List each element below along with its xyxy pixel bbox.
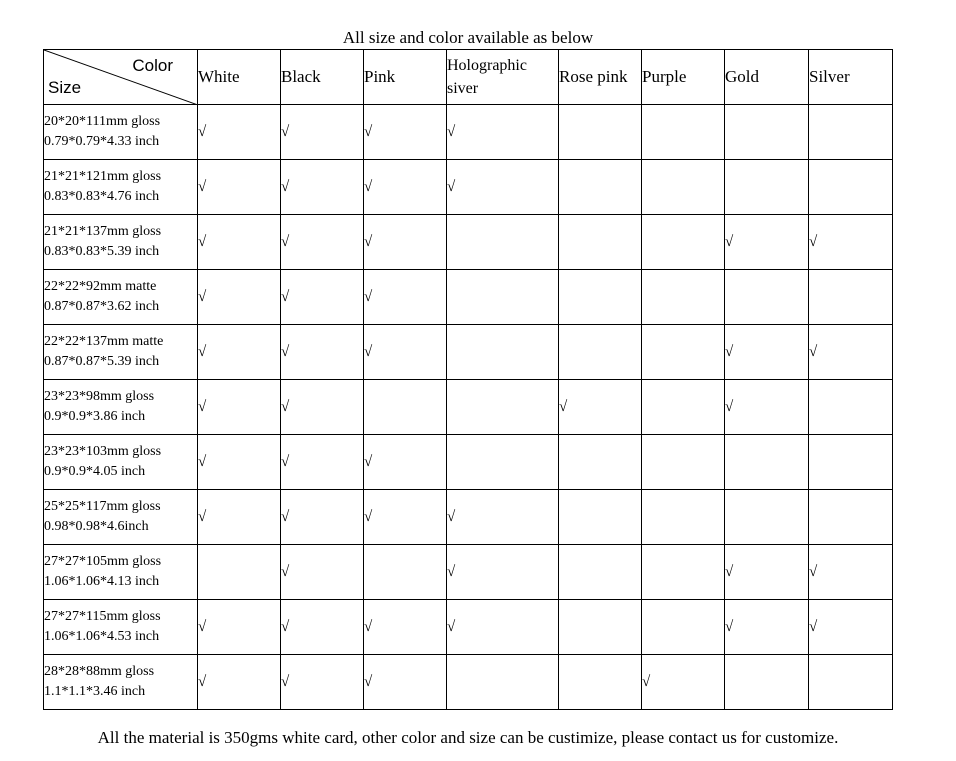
availability-cell-purple	[642, 600, 725, 655]
availability-cell-gold	[725, 435, 809, 490]
column-header-holographic-line1: Holographic	[447, 57, 527, 74]
availability-cell-silver	[809, 380, 893, 435]
check-mark: √	[447, 508, 456, 525]
availability-cell-rose-pink	[559, 600, 642, 655]
table-row	[44, 545, 893, 600]
check-mark: √	[281, 178, 290, 195]
check-mark: √	[725, 563, 734, 580]
size-inch: 0.83*0.83*4.76 inch	[44, 189, 160, 204]
availability-cell-purple	[642, 215, 725, 270]
availability-cell-gold	[725, 215, 809, 270]
check-mark: √	[364, 123, 373, 140]
size-cell	[44, 655, 198, 710]
availability-cell-purple	[642, 160, 725, 215]
size-inch: 1.06*1.06*4.53 inch	[44, 629, 160, 644]
size-inch: 1.1*1.1*3.46 inch	[44, 684, 146, 699]
availability-cell-gold	[725, 380, 809, 435]
size-inch: 0.9*0.9*4.05 inch	[44, 464, 146, 479]
availability-cell-pink	[364, 490, 447, 545]
availability-cell-gold	[725, 160, 809, 215]
availability-cell-pink	[364, 160, 447, 215]
availability-cell-pink	[364, 545, 447, 600]
availability-cell-holographic	[447, 435, 559, 490]
size-inch: 0.98*0.98*4.6inch	[44, 519, 149, 534]
table-body	[44, 105, 893, 710]
availability-cell-black	[281, 490, 364, 545]
availability-cell-black	[281, 270, 364, 325]
availability-cell-white	[198, 435, 281, 490]
check-mark: √	[198, 233, 207, 250]
table-row	[44, 215, 893, 270]
availability-cell-purple	[642, 490, 725, 545]
check-mark: √	[198, 123, 207, 140]
check-mark: √	[642, 673, 651, 690]
size-inch: 1.06*1.06*4.13 inch	[44, 574, 160, 589]
check-mark: √	[198, 453, 207, 470]
size-metric: 22*22*92mm matte	[44, 279, 157, 294]
column-header-pink: Pink	[364, 50, 447, 105]
check-mark: √	[364, 453, 373, 470]
size-cell	[44, 325, 198, 380]
size-metric: 21*21*121mm gloss	[44, 169, 162, 184]
availability-cell-black	[281, 600, 364, 655]
size-cell	[44, 435, 198, 490]
check-mark: √	[364, 618, 373, 635]
availability-cell-black	[281, 380, 364, 435]
size-metric: 23*23*103mm gloss	[44, 444, 162, 459]
size-metric: 20*20*111mm gloss	[44, 114, 161, 129]
table-row	[44, 600, 893, 655]
availability-cell-white	[198, 655, 281, 710]
availability-cell-rose-pink	[559, 380, 642, 435]
size-metric: 27*27*115mm gloss	[44, 609, 161, 624]
availability-cell-holographic	[447, 490, 559, 545]
column-header-holographic	[447, 50, 559, 105]
availability-cell-purple	[642, 325, 725, 380]
check-mark: √	[198, 398, 207, 415]
check-mark: √	[725, 233, 734, 250]
check-mark: √	[198, 618, 207, 635]
column-header-purple: Purple	[642, 50, 725, 105]
availability-cell-pink	[364, 655, 447, 710]
availability-cell-silver	[809, 545, 893, 600]
availability-cell-gold	[725, 600, 809, 655]
availability-cell-white	[198, 270, 281, 325]
availability-cell-gold	[725, 545, 809, 600]
check-mark: √	[364, 233, 373, 250]
check-mark: √	[198, 288, 207, 305]
availability-cell-gold	[725, 270, 809, 325]
header-row	[44, 50, 893, 105]
size-cell	[44, 160, 198, 215]
availability-cell-silver	[809, 600, 893, 655]
availability-cell-holographic	[447, 380, 559, 435]
availability-cell-holographic	[447, 600, 559, 655]
size-cell	[44, 380, 198, 435]
availability-cell-pink	[364, 380, 447, 435]
availability-cell-silver	[809, 325, 893, 380]
table-row	[44, 380, 893, 435]
availability-cell-rose-pink	[559, 435, 642, 490]
availability-cell-white	[198, 325, 281, 380]
column-header-gold: Gold	[725, 50, 809, 105]
availability-cell-silver	[809, 490, 893, 545]
availability-cell-holographic	[447, 270, 559, 325]
availability-cell-gold	[725, 325, 809, 380]
table-row	[44, 655, 893, 710]
availability-cell-silver	[809, 215, 893, 270]
column-header-rose-pink: Rose pink	[559, 50, 642, 105]
availability-cell-pink	[364, 105, 447, 160]
size-cell	[44, 600, 198, 655]
check-mark: √	[281, 673, 290, 690]
table-row	[44, 270, 893, 325]
availability-cell-rose-pink	[559, 160, 642, 215]
check-mark: √	[364, 508, 373, 525]
table-row	[44, 160, 893, 215]
size-inch: 0.87*0.87*3.62 inch	[44, 299, 160, 314]
availability-cell-rose-pink	[559, 490, 642, 545]
availability-cell-white	[198, 380, 281, 435]
check-mark: √	[809, 563, 818, 580]
check-mark: √	[725, 398, 734, 415]
footer-note: All the material is 350gms white card, other color and size can be custimize, please contact us for customize.	[97, 728, 839, 747]
table-row	[44, 490, 893, 545]
availability-cell-white	[198, 600, 281, 655]
availability-cell-holographic	[447, 655, 559, 710]
size-metric: 23*23*98mm gloss	[44, 389, 155, 404]
size-metric: 21*21*137mm gloss	[44, 224, 162, 239]
table-row	[44, 325, 893, 380]
availability-cell-silver	[809, 655, 893, 710]
check-mark: √	[281, 453, 290, 470]
check-mark: √	[725, 618, 734, 635]
check-mark: √	[364, 178, 373, 195]
column-header-white: White	[198, 50, 281, 105]
availability-cell-rose-pink	[559, 655, 642, 710]
size-cell	[44, 105, 198, 160]
check-mark: √	[281, 563, 290, 580]
size-axis-label: Size	[48, 78, 82, 97]
check-mark: √	[281, 508, 290, 525]
table-row	[44, 435, 893, 490]
availability-cell-white	[198, 215, 281, 270]
check-mark: √	[364, 673, 373, 690]
check-mark: √	[198, 343, 207, 360]
availability-cell-rose-pink	[559, 215, 642, 270]
availability-cell-black	[281, 325, 364, 380]
availability-cell-purple	[642, 655, 725, 710]
availability-cell-silver	[809, 270, 893, 325]
availability-cell-black	[281, 545, 364, 600]
check-mark: √	[198, 673, 207, 690]
availability-cell-gold	[725, 490, 809, 545]
check-mark: √	[281, 618, 290, 635]
check-mark: √	[281, 123, 290, 140]
size-inch: 0.87*0.87*5.39 inch	[44, 354, 160, 369]
availability-cell-white	[198, 160, 281, 215]
check-mark: √	[809, 233, 818, 250]
column-header-holographic-line2: siver	[447, 80, 479, 97]
check-mark: √	[198, 508, 207, 525]
availability-cell-black	[281, 215, 364, 270]
availability-cell-rose-pink	[559, 545, 642, 600]
check-mark: √	[559, 398, 568, 415]
availability-cell-holographic	[447, 545, 559, 600]
check-mark: √	[198, 178, 207, 195]
availability-cell-black	[281, 435, 364, 490]
availability-cell-black	[281, 160, 364, 215]
availability-cell-silver	[809, 435, 893, 490]
check-mark: √	[281, 343, 290, 360]
availability-cell-pink	[364, 325, 447, 380]
availability-cell-holographic	[447, 160, 559, 215]
availability-cell-pink	[364, 435, 447, 490]
availability-cell-rose-pink	[559, 105, 642, 160]
check-mark: √	[281, 398, 290, 415]
check-mark: √	[447, 123, 456, 140]
check-mark: √	[447, 178, 456, 195]
size-inch: 0.9*0.9*3.86 inch	[44, 409, 146, 424]
check-mark: √	[281, 288, 290, 305]
check-mark: √	[809, 343, 818, 360]
availability-cell-holographic	[447, 215, 559, 270]
availability-cell-white	[198, 545, 281, 600]
availability-cell-silver	[809, 105, 893, 160]
availability-cell-purple	[642, 270, 725, 325]
check-mark: √	[364, 288, 373, 305]
size-metric: 27*27*105mm gloss	[44, 554, 162, 569]
availability-cell-holographic	[447, 105, 559, 160]
size-cell	[44, 270, 198, 325]
corner-header-cell	[44, 50, 198, 105]
column-header-silver: Silver	[809, 50, 893, 105]
size-cell	[44, 545, 198, 600]
availability-cell-pink	[364, 215, 447, 270]
size-cell	[44, 215, 198, 270]
size-cell	[44, 490, 198, 545]
availability-cell-white	[198, 105, 281, 160]
availability-cell-pink	[364, 600, 447, 655]
size-inch: 0.79*0.79*4.33 inch	[44, 134, 160, 149]
size-metric: 25*25*117mm gloss	[44, 499, 161, 514]
availability-cell-pink	[364, 270, 447, 325]
check-mark: √	[725, 343, 734, 360]
table-row	[44, 105, 893, 160]
availability-cell-purple	[642, 435, 725, 490]
size-metric: 28*28*88mm gloss	[44, 664, 155, 679]
availability-cell-holographic	[447, 325, 559, 380]
page-title: All size and color available as below	[342, 28, 594, 47]
availability-cell-rose-pink	[559, 270, 642, 325]
availability-cell-purple	[642, 545, 725, 600]
check-mark: √	[364, 343, 373, 360]
color-axis-label: Color	[132, 56, 173, 75]
availability-cell-gold	[725, 655, 809, 710]
availability-cell-black	[281, 105, 364, 160]
size-inch: 0.83*0.83*5.39 inch	[44, 244, 160, 259]
availability-cell-black	[281, 655, 364, 710]
availability-cell-gold	[725, 105, 809, 160]
size-color-table	[43, 49, 893, 710]
availability-cell-silver	[809, 160, 893, 215]
check-mark: √	[447, 563, 456, 580]
availability-cell-rose-pink	[559, 325, 642, 380]
check-mark: √	[447, 618, 456, 635]
check-mark: √	[809, 618, 818, 635]
availability-cell-purple	[642, 105, 725, 160]
check-mark: √	[281, 233, 290, 250]
size-metric: 22*22*137mm matte	[44, 334, 164, 349]
availability-cell-purple	[642, 380, 725, 435]
availability-cell-white	[198, 490, 281, 545]
column-header-black: Black	[281, 50, 364, 105]
